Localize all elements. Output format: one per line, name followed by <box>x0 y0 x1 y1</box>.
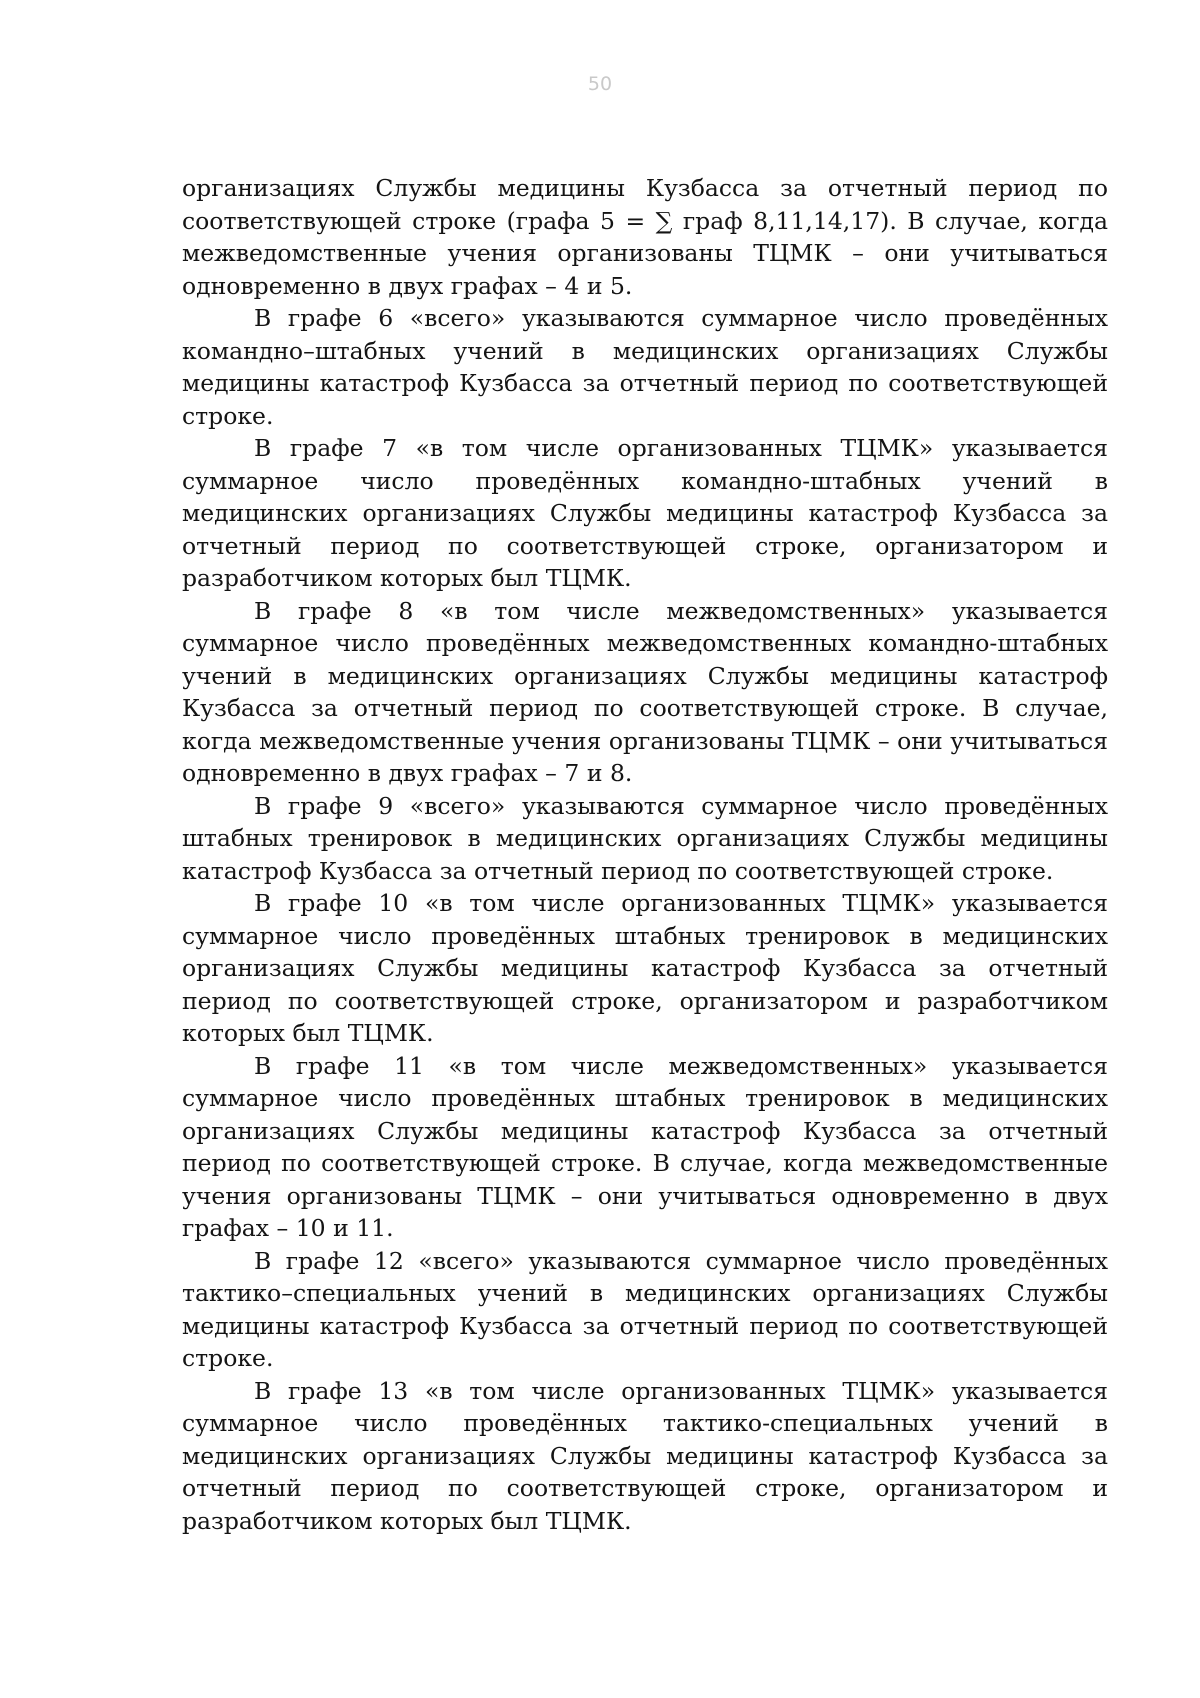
paragraph-6: В графе 10 «в том числе организованных ТЦМК» указывается суммарное число проведённых штабных тренировок в медицинских организациях Службы медицины катастроф Кузбасса за отчетный период по соответствующей строке, организатором и разработчиком которых был ТЦМК. <box>182 889 1108 1047</box>
page-body <box>182 172 1108 1537</box>
paragraph-3: В графе 7 «в том числе организованных ТЦМК» указывается суммарное число проведённых командно-штабных учений в медицинских организациях Службы медицины катастроф Кузбасса за отчетный период по соответствующей строке, организатором и разработчиком которых был ТЦМК. <box>182 434 1108 592</box>
page-number: 50 <box>587 73 613 95</box>
paragraph-4: В графе 8 «в том числе межведомственных» указывается суммарное число проведённых межведомственных командно-штабных учений в медицинских организациях Службы медицины катастроф Кузбасса за отчетный период по соответствующей строке. В случае, когда межведомственные учения организованы ТЦМК – они учитываться одновременно в двух графах – 7 и 8. <box>182 596 1108 787</box>
paragraph-8: В графе 12 «всего» указываются суммарное число проведённых тактико–специальных учений в медицинских организациях Службы медицины катастроф Кузбасса за отчетный период по соответствующей строке. <box>182 1246 1108 1372</box>
paragraph-1: организациях Службы медицины Кузбасса за отчетный период по соответствующей строке (графа 5 = ∑ граф 8,11,14,17). В случае, когда межведомственные учения организованы ТЦМК – они учитываться одновременно в двух графах – 4 и 5. <box>182 174 1108 300</box>
paragraph-9: В графе 13 «в том числе организованных ТЦМК» указывается суммарное число проведённых тактико-специальных учений в медицинских организациях Службы медицины катастроф Кузбасса за отчетный период по соответствующей строке, организатором и разработчиком которых был ТЦМК. <box>182 1376 1108 1535</box>
paragraph-5: В графе 9 «всего» указываются суммарное число проведённых штабных тренировок в медицинских организациях Службы медицины катастроф Кузбасса за отчетный период по соответствующей строке. <box>182 791 1108 885</box>
paragraph-2: В графе 6 «всего» указываются суммарное число проведённых командно–штабных учений в медицинских организациях Службы медицины катастроф Кузбасса за отчетный период по соответствующей строке. <box>182 304 1108 430</box>
paragraph-7: В графе 11 «в том числе межведомственных» указывается суммарное число проведённых штабных тренировок в медицинских организациях Службы медицины катастроф Кузбасса за отчетный период по соответствующей строке. В случае, когда межведомственные учения организованы ТЦМК – они учитываться одновременно в двух графах – 10 и 11. <box>182 1051 1108 1242</box>
